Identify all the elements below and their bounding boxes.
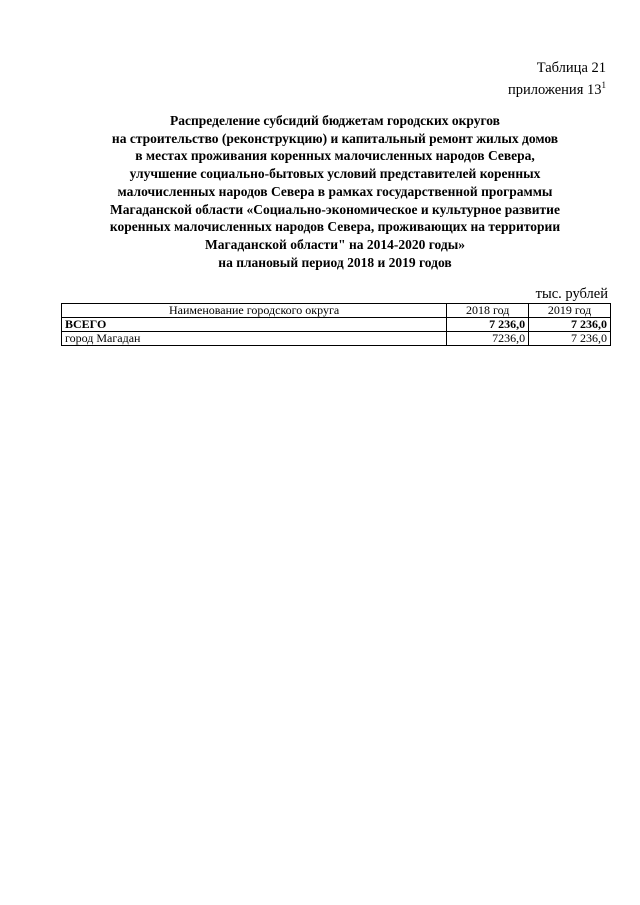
cell-2018: 7 236,0 bbox=[447, 318, 529, 332]
title-line: коренных малочисленных народов Севера, проживающих на территории bbox=[109, 219, 561, 235]
header-2018: 2018 год bbox=[447, 304, 529, 318]
document-title bbox=[60, 112, 610, 271]
table-row-total bbox=[62, 318, 611, 332]
cell-2019: 7 236,0 bbox=[529, 332, 611, 346]
header-2019: 2019 год bbox=[529, 304, 611, 318]
title-line: Магаданской области «Социально-экономическое и культурное развитие bbox=[110, 201, 560, 217]
appendix-number-text: приложения 13 bbox=[508, 82, 602, 98]
table-number: Таблица 21 bbox=[536, 60, 606, 76]
title-line: на строительство (реконструкцию) и капитальный ремонт жилых домов bbox=[111, 130, 559, 146]
cell-name: ВСЕГО bbox=[62, 318, 447, 332]
cell-2019: 7 236,0 bbox=[529, 318, 611, 332]
units-label: тыс. рублей bbox=[535, 286, 608, 302]
title-line: Распределение субсидий бюджетам городских округов bbox=[170, 113, 500, 128]
appendix-superscript: 1 bbox=[601, 80, 606, 90]
title-line: в местах проживания коренных малочисленных народов Севера, bbox=[135, 148, 535, 164]
table-header-row bbox=[62, 304, 611, 318]
cell-2018: 7236,0 bbox=[447, 332, 529, 346]
cell-name: город Магадан bbox=[62, 332, 447, 346]
appendix-reference bbox=[508, 60, 606, 99]
appendix-number bbox=[508, 77, 606, 99]
title-line: малочисленных народов Севера в рамках государственной программы bbox=[117, 183, 553, 199]
title-line: улучшение социально-бытовых условий представителей коренных bbox=[129, 166, 541, 182]
header-district-name: Наименование городского округа bbox=[62, 304, 447, 318]
subsidy-table bbox=[61, 303, 611, 346]
title-line: Магаданской области" на 2014-2020 годы» bbox=[204, 236, 466, 252]
title-line: на плановый период 2018 и 2019 годов bbox=[218, 254, 452, 270]
table-row bbox=[62, 332, 611, 346]
